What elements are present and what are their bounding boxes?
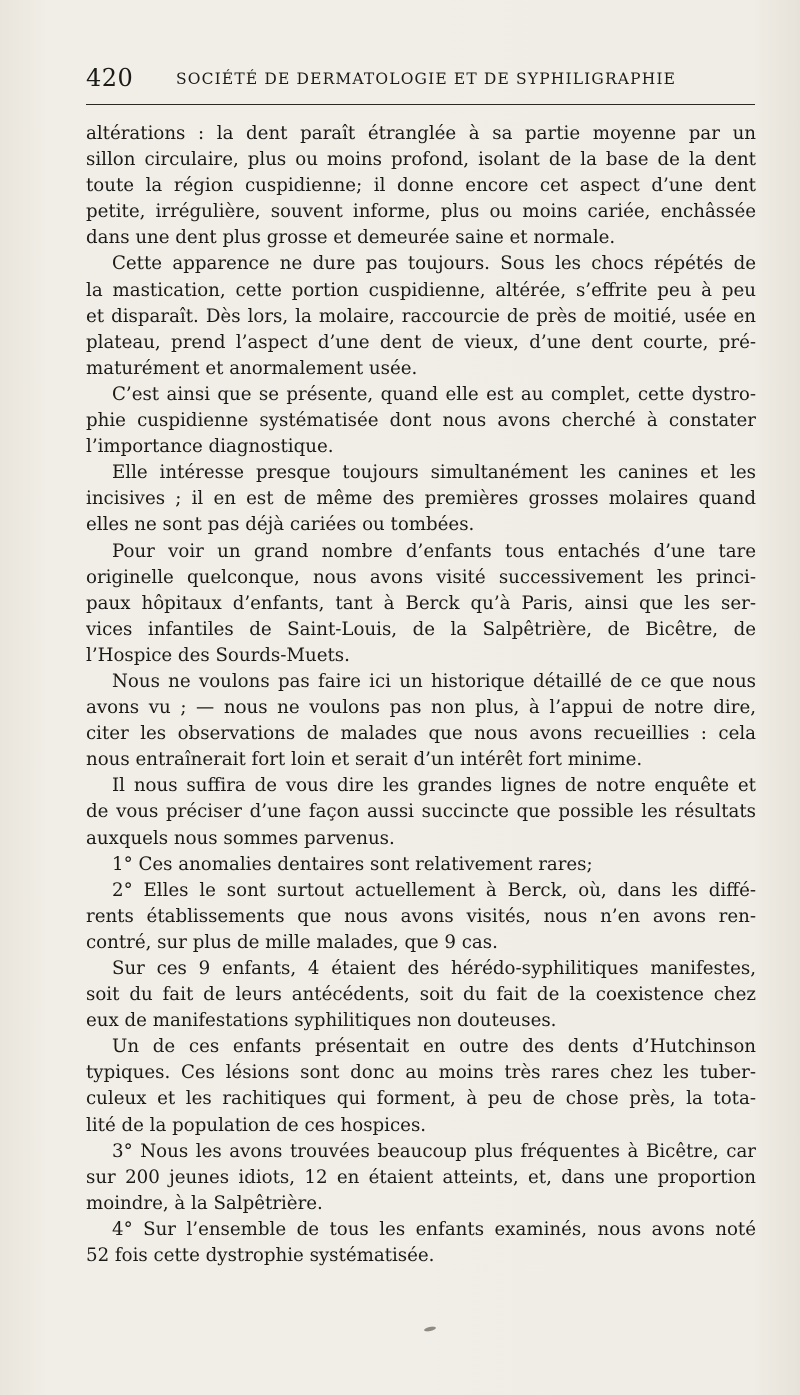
- text-line: 4° Sur l’ensemble de tous les enfants examinés, nous avons noté: [112, 1218, 756, 1240]
- text-line: phie cuspidienne systématisée dont nous avons cherché à constater: [86, 410, 756, 432]
- text-line: lité de la population de ces hospices.: [86, 1114, 427, 1136]
- text-line: dans une dent plus grosse et demeurée saine et normale.: [86, 227, 616, 249]
- text-line: 1° Ces anomalies dentaires sont relativement rares;: [112, 853, 593, 875]
- text-line: altérations : la dent paraît étranglée à sa partie moyenne par un: [86, 123, 756, 144]
- text-line: 2° Elles le sont surtout actuellement à Berck, où, dans les diffé-: [112, 879, 756, 901]
- page-header: [86, 64, 756, 94]
- text-line: de vous préciser d’une façon aussi succincte que possible les résultats: [86, 801, 756, 823]
- text-line: toute la région cuspidienne; il donne encore cet aspect d’une dent: [86, 175, 756, 197]
- text-line: paux hôpitaux d’enfants, tant à Berck qu’à Paris, ainsi que les ser-: [86, 592, 756, 614]
- text-line: maturément et anormalement usée.: [86, 357, 418, 379]
- text-line: 3° Nous les avons trouvées beaucoup plus fréquentes à Bicêtre, car: [112, 1140, 756, 1162]
- text-line: Un de ces enfants présentait en outre des dents d’Hutchinson: [112, 1036, 756, 1058]
- text-line: Pour voir un grand nombre d’enfants tous entachés d’une tare: [112, 540, 756, 562]
- header-rule: [86, 104, 755, 105]
- text-line: avons vu ; — nous ne voulons pas non plus, à l’appui de notre dire,: [86, 697, 756, 719]
- ink-mark: [424, 1326, 437, 1332]
- text-line: contré, sur plus de mille malades, que 9 cas.: [86, 931, 498, 953]
- text-line: la mastication, cette portion cuspidienne, altérée, s’effrite peu à peu: [86, 279, 756, 301]
- running-head: SOCIÉTÉ DE DERMATOLOGIE ET DE SYPHILIGRAPHIE: [176, 70, 677, 88]
- text-line: Nous ne voulons pas faire ici un historique détaillé de ce que nous: [112, 670, 756, 692]
- text-line: elles ne sont pas déjà cariées ou tombées.: [86, 514, 475, 536]
- text-line: culeux et les rachitiques qui forment, à peu de chose près, la tota-: [86, 1088, 756, 1110]
- text-line: soit du fait de leurs antécédents, soit du fait de la coexistence chez: [86, 984, 756, 1006]
- text-line: l’Hospice des Sourds-Muets.: [86, 644, 350, 666]
- text-line: eux de manifestations syphilitiques non douteuses.: [86, 1010, 557, 1032]
- text-line: auxquels nous sommes parvenus.: [86, 827, 395, 849]
- text-line: sur 200 jeunes idiots, 12 en étaient atteints, et, dans une proportion: [86, 1166, 756, 1188]
- text-line: et disparaît. Dès lors, la molaire, raccourcie de près de moitié, usée en: [86, 305, 756, 327]
- text-line: Elle intéresse presque toujours simultanément les canines et les: [112, 462, 756, 484]
- text-line: Il nous suffira de vous dire les grandes lignes de notre enquête et: [112, 775, 756, 797]
- text-line: moindre, à la Salpêtrière.: [86, 1192, 323, 1214]
- text-line: originelle quelconque, nous avons visité successivement les princi-: [86, 566, 756, 588]
- text-line: nous entraînerait fort loin et serait d’un intérêt fort minime.: [86, 749, 643, 771]
- text-line: 52 fois cette dystrophie systématisée.: [86, 1245, 435, 1267]
- body-text: [86, 121, 756, 1269]
- page-number: 420: [86, 64, 134, 92]
- text-line: incisives ; il en est de même des premières grosses molaires quand: [86, 488, 756, 510]
- text-line: citer les observations de malades que nous avons recueillies : cela: [86, 723, 756, 745]
- text-line: plateau, prend l’aspect d’une dent de vieux, d’une dent courte, pré-: [86, 331, 756, 353]
- text-line: C’est ainsi que se présente, quand elle est au complet, cette dystro-: [112, 383, 756, 405]
- text-line: typiques. Ces lésions sont donc au moins très rares chez les tuber-: [86, 1062, 756, 1084]
- text-line: sillon circulaire, plus ou moins profond, isolant de la base de la dent: [86, 149, 756, 171]
- text-line: Sur ces 9 enfants, 4 étaient des hérédo-syphilitiques manifestes,: [112, 958, 756, 979]
- text-line: vices infantiles de Saint-Louis, de la Salpêtrière, de Bicêtre, de: [86, 618, 756, 640]
- text-line: Cette apparence ne dure pas toujours. Sous les chocs répétés de: [112, 253, 756, 275]
- text-line: petite, irrégulière, souvent informe, plus ou moins cariée, enchâssée: [86, 201, 756, 223]
- text-line: l’importance diagnostique.: [86, 436, 334, 458]
- text-line: rents établissements que nous avons visités, nous n’en avons ren-: [86, 905, 756, 927]
